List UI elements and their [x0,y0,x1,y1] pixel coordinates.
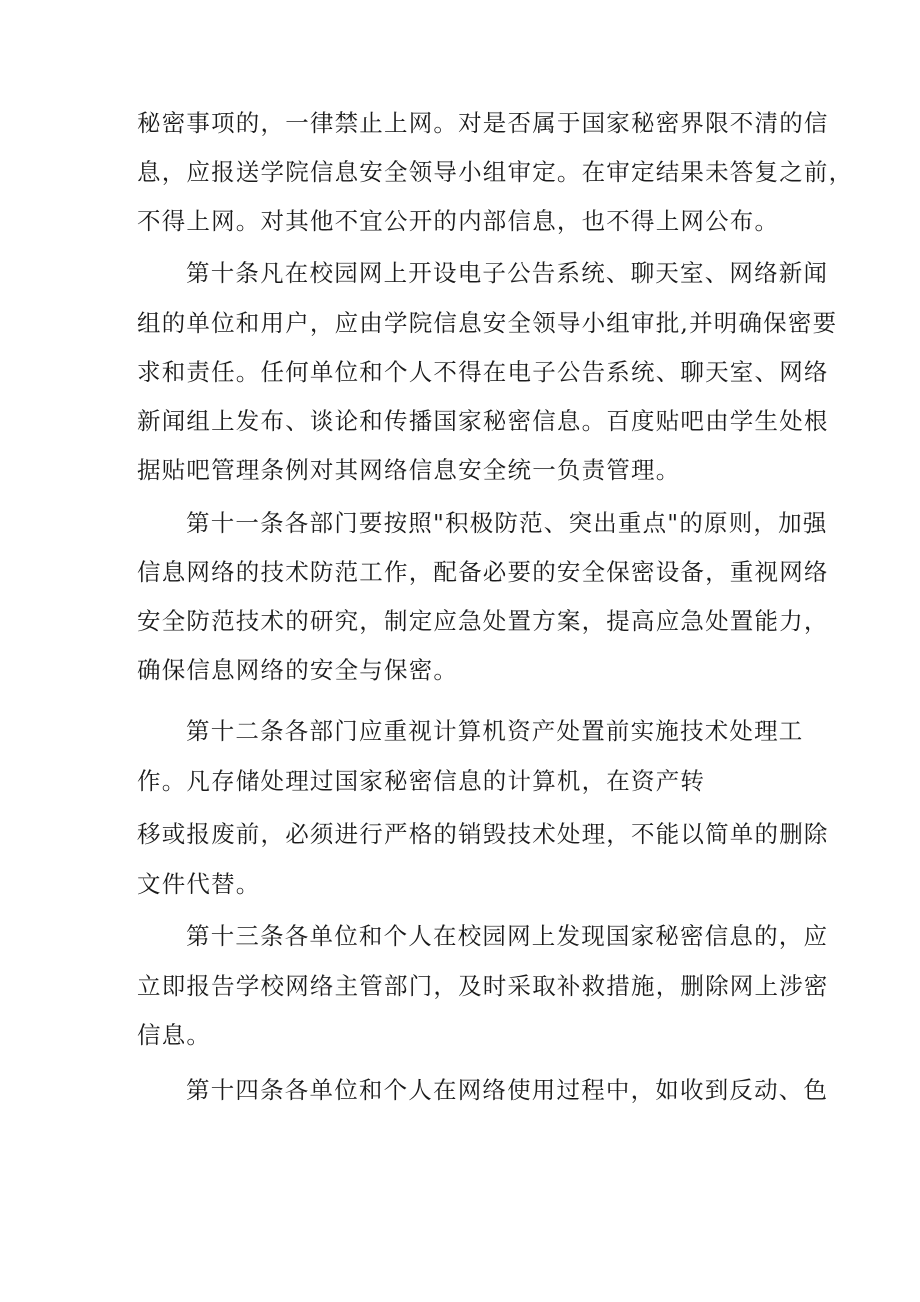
text-line: 移或报废前，必须进行严格的销毁技术处理，不能以简单的删除 [137,820,829,848]
text-line: 信息网络的技术防范工作，配备必要的安全保密设备，重视网络 [137,558,829,586]
text-line: 秘密事项的，一律禁止上网。对是否属于国家秘密界限不清的信 [137,109,829,137]
text-line: 第十一条各部门要按照"积极防范、突出重点"的原则，加强 [186,509,828,537]
text-line: 息，应报送学院信息安全领导小组审定。在审定结果未答复之前， [137,158,854,186]
text-line: 第十二条各部门应重视计算机资产处置前实施技术处理工 [186,717,804,745]
text-line: 求和责任。任何单位和个人不得在电子公告系统、聊天室、网络 [137,358,829,386]
text-line: 立即报告学校网络主管部门，及时采取补救措施，删除网上涉密 [137,972,829,1000]
text-line: 第十四条各单位和个人在网络使用过程中，如收到反动、色 [186,1076,829,1104]
text-line: 文件代替。 [137,870,261,898]
text-line: 不得上网。对其他不宜公开的内部信息，也不得上网公布。 [137,207,780,235]
text-line: 新闻组上发布、谈论和传播国家秘密信息。百度贴吧由学生处根 [137,407,829,435]
text-line: 组的单位和用户，应由学院信息安全领导小组审批,并明确保密要 [137,309,838,337]
text-line: 第十条凡在校园网上开设电子公告系统、聊天室、网络新闻 [186,259,829,287]
text-line: 据贴吧管理条例对其网络信息安全统一负责管理。 [137,456,681,484]
text-line: 第十三条各单位和个人在校园网上发现国家秘密信息的，应 [186,922,829,950]
text-line: 作。凡存储处理过国家秘密信息的计算机，在资产转 [137,767,706,795]
text-line: 确保信息网络的安全与保密。 [137,656,459,684]
text-line: 信息。 [137,1021,212,1049]
text-line: 安全防范技术的研究，制定应急处置方案，提高应急处置能力， [137,607,829,635]
